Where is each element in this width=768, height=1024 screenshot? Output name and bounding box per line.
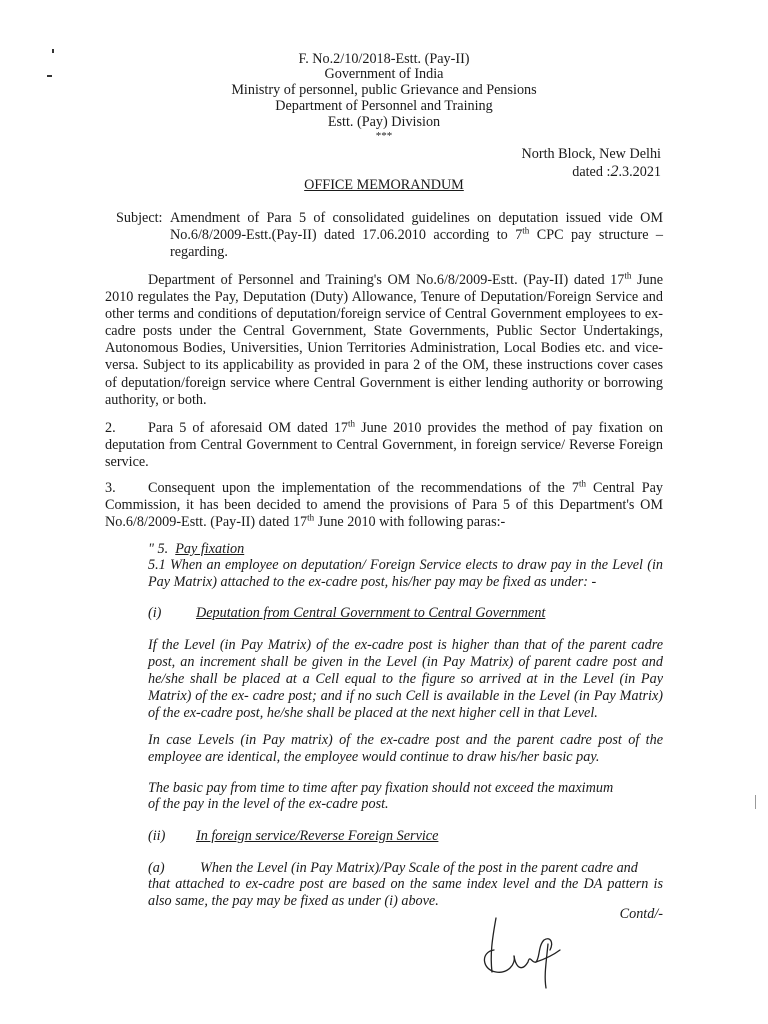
division-name: Estt. (Pay) Division bbox=[327, 114, 441, 130]
separator-stars: *** bbox=[375, 130, 393, 142]
department-name: Department of Personnel and Training bbox=[275, 98, 493, 114]
section-i-number: (i) bbox=[148, 605, 162, 621]
memo-title: OFFICE MEMORANDUM bbox=[304, 177, 464, 193]
para3-number: 3. bbox=[105, 480, 116, 496]
file-number: F. No.2/10/2018-Estt. (Pay-II) bbox=[298, 51, 470, 67]
subject-text-part: Amendment of Para 5 of consolidated guidelines on deputation issued vide OM No.6/8/2009-Estt.(Pay-II) dated 17.06.2010 according to 7 bbox=[170, 210, 663, 244]
memo-title-wrap bbox=[0, 177, 768, 194]
subject-label: Subject: bbox=[116, 210, 163, 226]
quote-intro: 5.1 When an employee on deputation/ Foreign Service elects to draw pay in the Level (in Pay Matrix) attached to the ex-cadre post, his/her pay may be fixed as under: - bbox=[148, 557, 663, 591]
para3-sup: th bbox=[578, 478, 586, 489]
para1-text: Department of Personnel and Training's OM No.6/8/2009-Estt. (Pay-II) dated 17 bbox=[148, 272, 625, 288]
place: North Block, New Delhi bbox=[521, 146, 661, 162]
section-i-para-1: If the Level (in Pay Matrix) of the ex-cadre post is higher than that of the parent cadre post, an increment shall be given in the Level (in Pay Matrix) of parent cadre post and he/she shall be placed at a Cell equal to the figure so arrived at in the Level (in Pay Matrix) of the ex- cadre post; and if no such Cell is available in the Level (in Pay Matrix) of the ex-cadre post, he/she shall be placed at the next higher cell in that Level. bbox=[148, 637, 663, 722]
para3-text: Consequent upon the implementation of the recommendations of the 7 bbox=[148, 480, 579, 496]
section-i-para-2: In case Levels (in Pay matrix) of the ex-cadre post and the parent cadre post of the employee are identical, the employee would continue to draw his/her basic pay. bbox=[148, 732, 663, 766]
para3-text: June 2010 with following paras:- bbox=[314, 514, 506, 531]
para2-number: 2. bbox=[105, 420, 116, 436]
para3-text: Central Pay Commission, it has been decided to amend the provisions of Para 5 of this Department's OM No.6/8/2009-Estt. (Pay-II) dated 17 bbox=[105, 480, 663, 531]
para1-text: June 2010 regulates the Pay, Deputation (Duty) Allowance, Tenure of Deputation/Foreign Service and other terms and conditions of deputation/foreign service of Central Government employees to ex-cadre posts under the Central Government, State Governments, Public Sector Undertakings, Autonomous Bodies, Universities, Union Territories Administration, Local Bodies etc. and vice-versa. Subject to its applicability as provided in para 2 of the OM, these instructions cover cases of deputation/foreign service where Central Government is either lending authority or borrowing authority, or both. bbox=[105, 272, 664, 408]
date-prefix: dated : bbox=[572, 164, 611, 180]
section-i-para-3-line-1: The basic pay from time to time after pay fixation should not exceed the maximum bbox=[148, 780, 614, 796]
paragraph-3 bbox=[105, 480, 663, 531]
sub-a-rest: that attached to ex-cadre post are based on the same index level and the DA pattern is also same, the pay may be fixed as under (i) above. bbox=[148, 876, 663, 910]
para2-text: Para 5 of aforesaid OM dated 17 bbox=[148, 420, 349, 436]
government-name: Government of India bbox=[324, 66, 444, 82]
para3-sup: th bbox=[307, 512, 315, 523]
para1-sup: th bbox=[624, 270, 632, 281]
section-ii-title: In foreign service/Reverse Foreign Service bbox=[196, 828, 439, 844]
continued-note: Contd/- bbox=[619, 906, 663, 922]
section-i-para-3-line-2: of the pay in the level of the ex-cadre post. bbox=[148, 796, 389, 812]
quote-heading bbox=[148, 541, 244, 558]
section-ii-title-wrap bbox=[196, 828, 438, 845]
sub-a-number: (a) bbox=[148, 860, 165, 876]
date-month-year: .3.2021 bbox=[618, 164, 661, 180]
pay-fixation-heading: Pay fixation bbox=[175, 541, 245, 557]
section-ii-number: (ii) bbox=[148, 828, 166, 844]
subject-text-part: CPC pay structure – regarding. bbox=[170, 227, 664, 261]
paragraph-2 bbox=[105, 420, 663, 471]
section-i-title-wrap bbox=[196, 605, 545, 622]
subject-text bbox=[170, 210, 663, 261]
date-day: 2 bbox=[610, 163, 619, 180]
section-i-title: Deputation from Central Government to Central Government bbox=[196, 605, 546, 621]
ministry-name: Ministry of personnel, public Grievance and Pensions bbox=[231, 82, 537, 98]
sub-a-line-1: When the Level (in Pay Matrix)/Pay Scale of the post in the parent cadre and bbox=[200, 860, 638, 876]
scan-speck bbox=[755, 795, 756, 809]
signature bbox=[470, 910, 580, 995]
quote-open: " 5. bbox=[148, 541, 169, 557]
para2-sup: th bbox=[348, 418, 356, 429]
para2-text: June 2010 provides the method of pay fixation on deputation from Central Government to Central Government, in foreign service/ Reverse Foreign service. bbox=[105, 420, 664, 471]
paragraph-1 bbox=[105, 272, 663, 409]
subject-sup: th bbox=[522, 225, 530, 236]
